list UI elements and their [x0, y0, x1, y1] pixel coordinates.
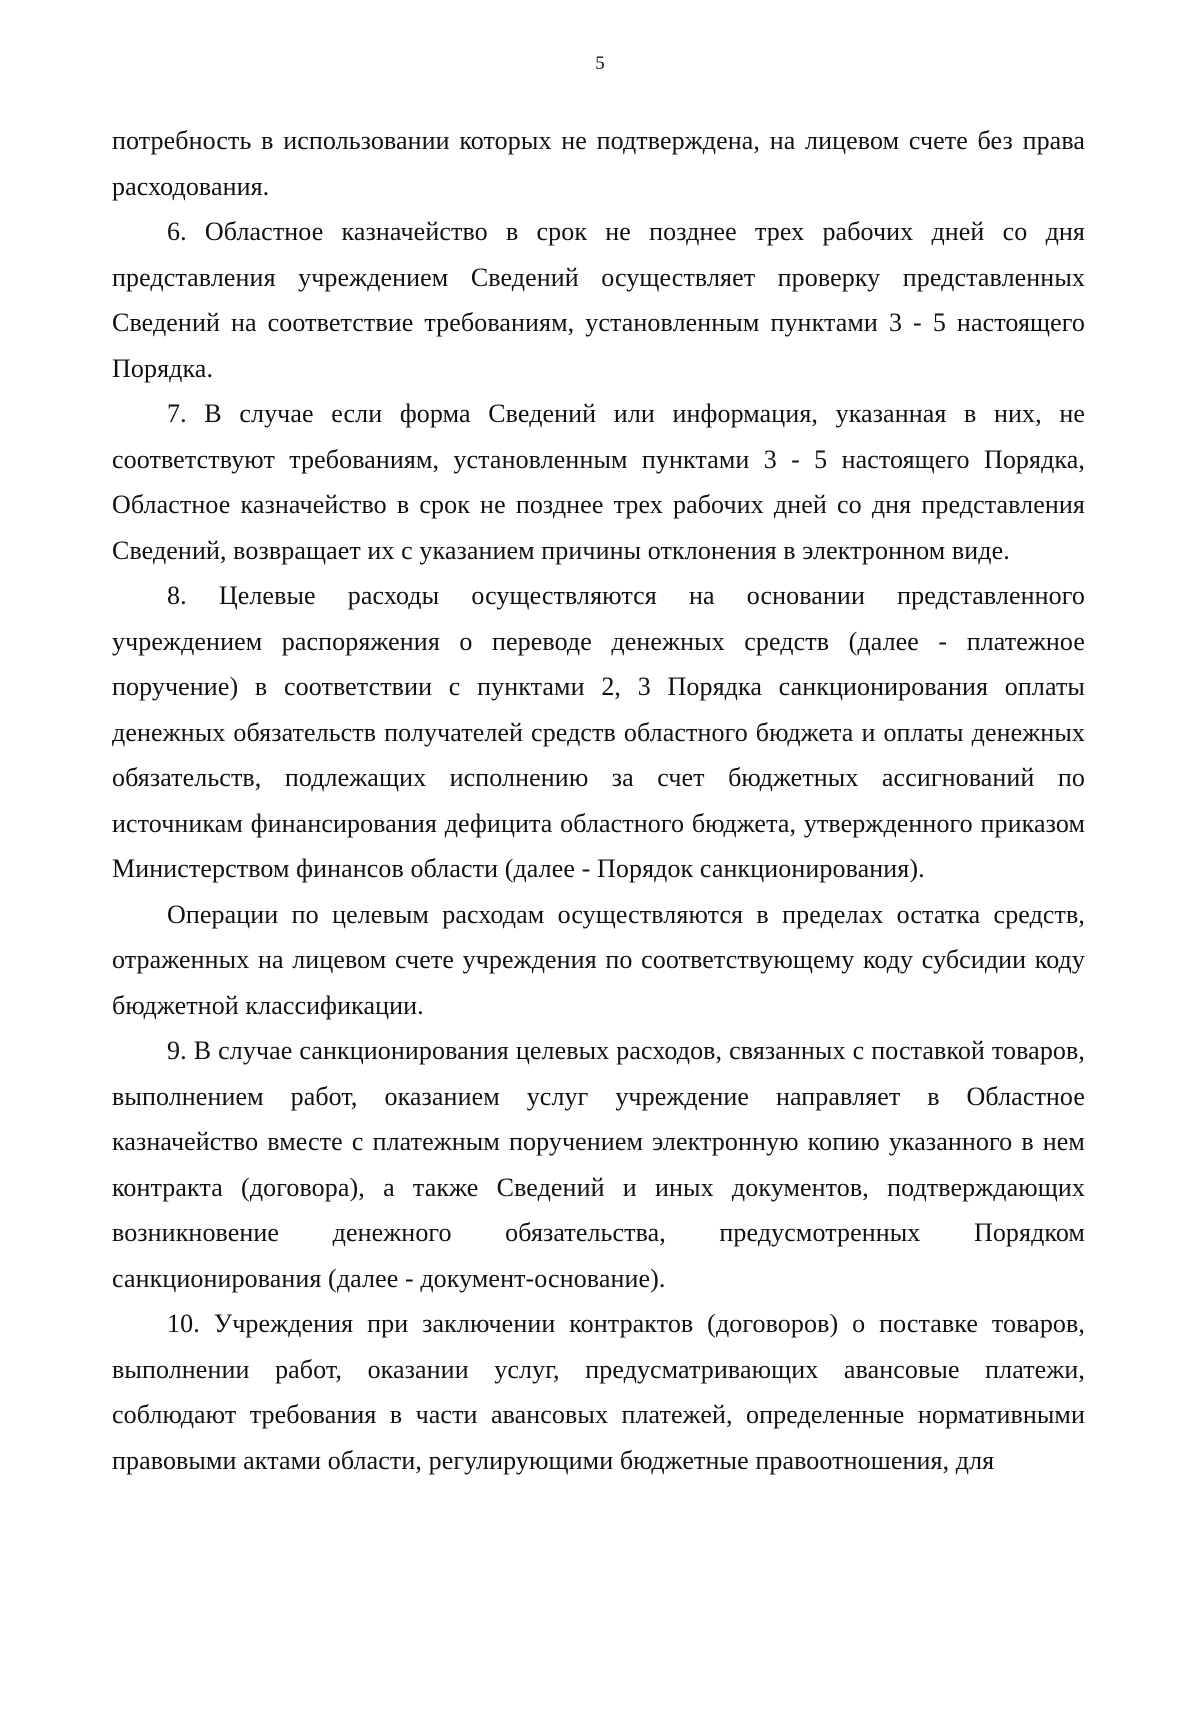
paragraph-item-8: 8. Целевые расходы осуществляются на основании представленного учреждением распоряжения о переводе денежных средств (далее - платежное поручение) в соответствии с пунктами 2, 3 Порядка санкционирования оплаты денежных обязательств получателей средств областного бюджета и оплаты денежных обязательств, подлежащих исполнению за счет бюджетных ассигнований по источникам финансирования дефицита областного бюджета, утвержденного приказом Министерством финансов области (далее - Порядок санкционирования). — [112, 581, 1085, 883]
paragraph-continued: потребность в использовании которых не подтверждена, на лицевом счете без права расходования. — [112, 126, 1085, 201]
paragraph-item-7: 7. В случае если форма Сведений или информация, указанная в них, не соответствуют требованиям, установленным пунктами 3 - 5 настоящего Порядка, Областное казначейство в срок не позднее трех рабочих дней со дня представления Сведений, возвращает их с указанием причины отклонения в электронном виде. — [112, 399, 1085, 565]
document-body — [112, 118, 1085, 1483]
paragraph-item-8-operations: Операции по целевым расходам осуществляются в пределах остатка средств, отраженных на лицевом счете учреждения по соответствующему коду субсидии коду бюджетной классификации. — [112, 899, 1085, 1020]
paragraph-item-9: 9. В случае санкционирования целевых расходов, связанных с поставкой товаров, выполнением работ, оказанием услуг учреждение направляет в Областное казначейство вместе с платежным поручением электронную копию указанного в нем контракта (договора), а также Сведений и иных документов, подтверждающих возникновение денежного обязательства, предусмотренных Порядком санкционирования (далее - документ-основание). — [112, 1036, 1085, 1293]
page-number: 5 — [595, 53, 605, 74]
paragraph-item-6: 6. Областное казначейство в срок не позднее трех рабочих дней со дня представления учреждением Сведений осуществляет проверку представленных Сведений на соответствие требованиям, установленным пунктами 3 - 5 настоящего Порядка. — [112, 217, 1085, 383]
paragraph-item-10: 10. Учреждения при заключении контрактов (договоров) о поставке товаров, выполнении работ, оказании услуг, предусматривающих авансовые платежи, соблюдают требования в части авансовых платежей, определенные нормативными правовыми актами области, регулирующими бюджетные правоотношения, для — [112, 1309, 1085, 1475]
